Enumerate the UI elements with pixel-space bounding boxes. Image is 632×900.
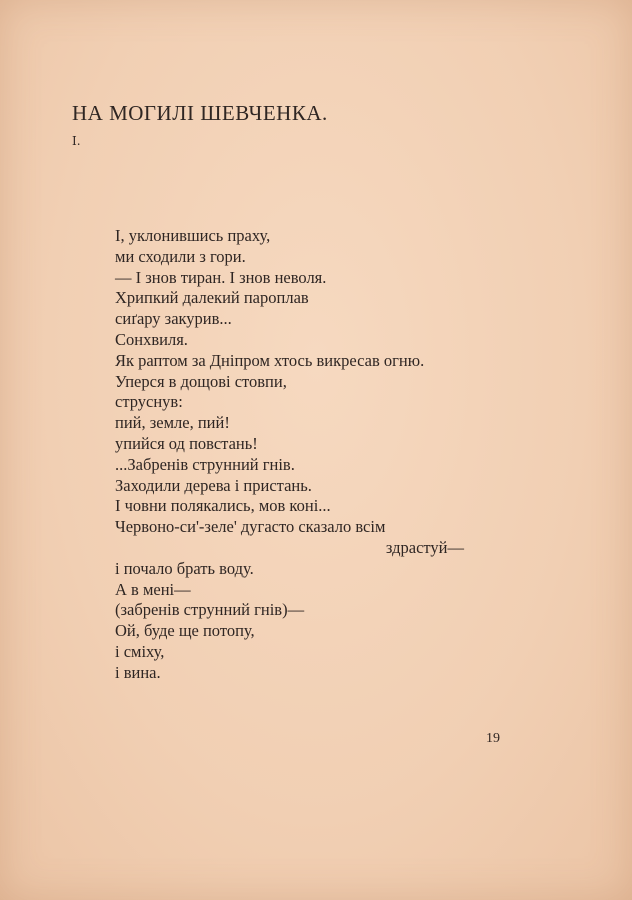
poem-line: струснув: <box>115 392 183 412</box>
poem-line: Уперся в дощові стовпи, <box>115 371 287 391</box>
poem-line: А в мені— <box>115 579 191 599</box>
page-title: НА МОГИЛІ ШЕВЧЕНКА. <box>72 101 328 125</box>
poem-line: Хрипкий далекий пароплав <box>115 288 309 308</box>
poem-line: сиґару закурив... <box>115 309 232 329</box>
poem-line: упийся од повстань! <box>115 433 258 453</box>
poem-line: Заходили дерева і пристань. <box>115 475 312 495</box>
poem-line: і вина. <box>115 662 161 682</box>
poem-line: і сміху, <box>115 641 165 661</box>
poem-line: І човни полякались, мов коні... <box>115 496 331 516</box>
poem-line-indented: здрастуй— <box>385 537 464 557</box>
poem-line: Червоно-си'-зеле' дугасто сказало всім <box>115 517 386 537</box>
poem-line: ...Забренів струнний гнів. <box>115 454 295 474</box>
poem-line: (забренів струнний гнів)— <box>115 600 305 620</box>
poem-line: Сонхвиля. <box>115 329 188 349</box>
poem-line: Ой, буде ще потопу, <box>115 621 255 641</box>
poem-line: — І знов тиран. І знов неволя. <box>115 267 327 287</box>
poem-line: і почало брать воду. <box>115 558 254 578</box>
poem-line: ми сходили з гори. <box>115 246 246 266</box>
poem-line: І, уклонившись праху, <box>115 226 271 245</box>
poem-line: пий, земле, пий! <box>115 413 230 433</box>
section-number: I. <box>72 134 81 148</box>
poem-text <box>115 226 515 684</box>
page-number: 19 <box>486 731 500 746</box>
poem-line: Як раптом за Дніпром хтось викресав огню. <box>115 350 425 370</box>
